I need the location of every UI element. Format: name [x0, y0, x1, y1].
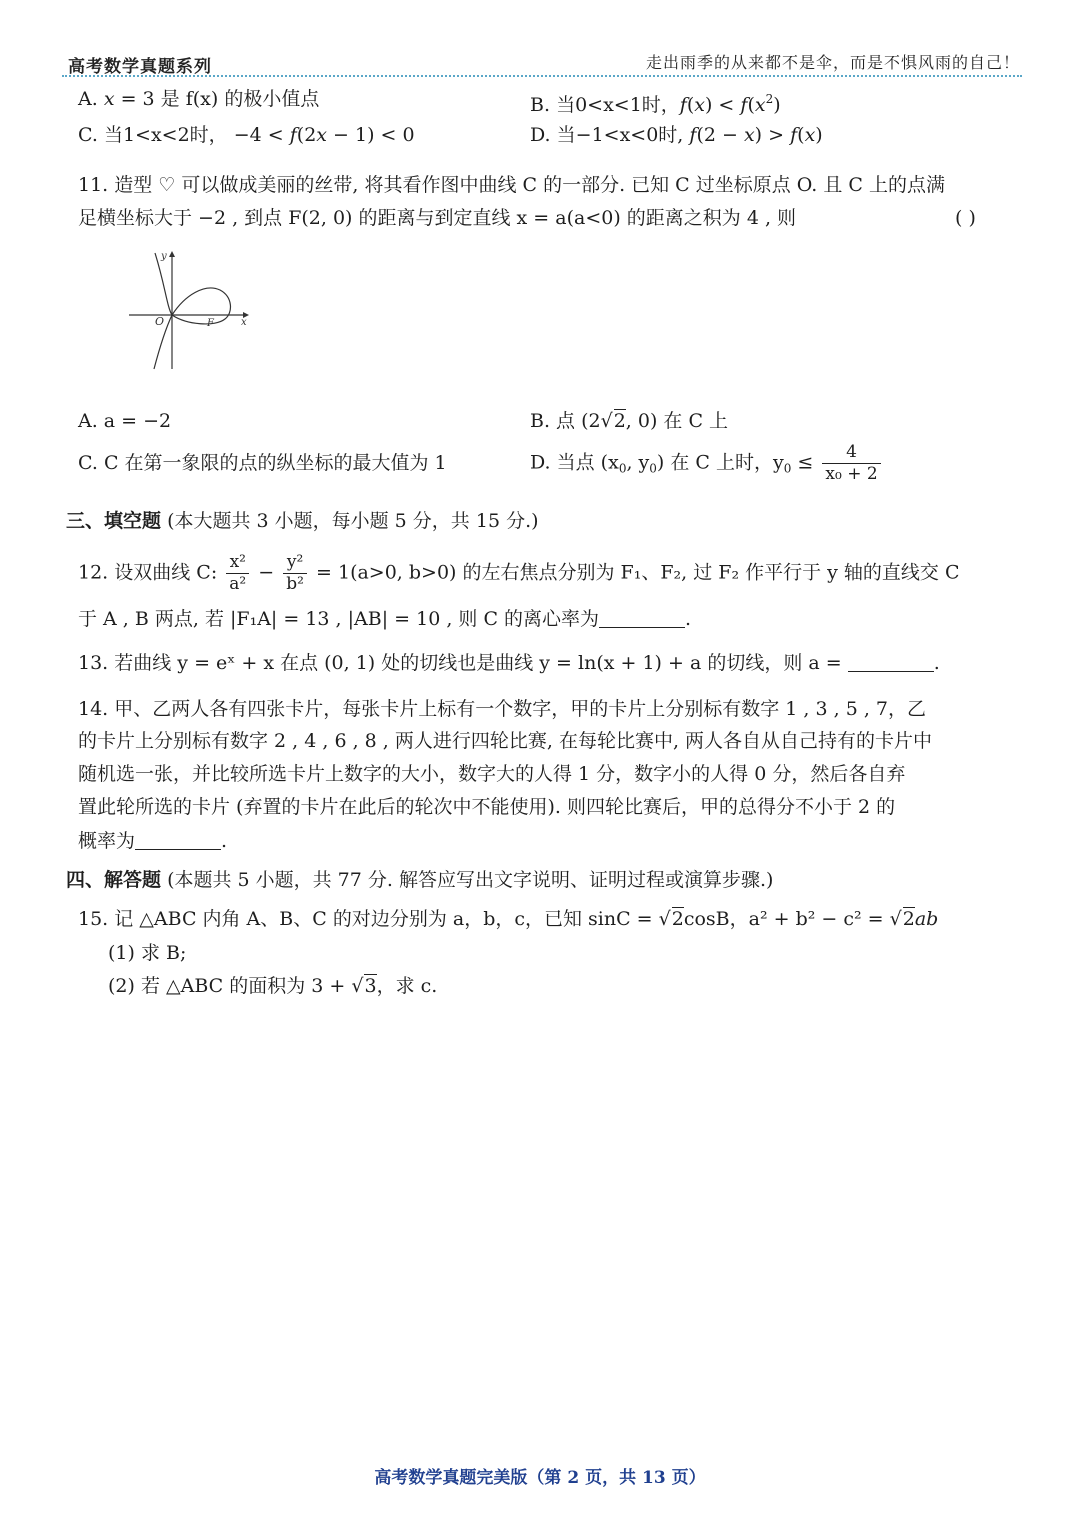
q12-stem-line2: 于 A , B 两点, 若 |F₁A| = 13 , |AB| = 10 , 则 C 的离心率为 . [78, 608, 692, 630]
q10-option-d: D. 当−1<x<0时, f(2 − x) > f(x) [530, 124, 823, 146]
y-axis-arrow [169, 251, 175, 257]
q11-option-c: C. C 在第一象限的点的纵坐标的最大值为 1 [78, 452, 447, 474]
axis-label-y: y [161, 251, 167, 262]
q10-option-c: C. 当1<x<2时， −4 < f(2x − 1) < 0 [78, 124, 415, 146]
focus-label: F [207, 318, 214, 329]
q11-option-d: D. 当点 ($x_0$, $y_0$) 在 C 上时，$y_0$ ≤ $\frac{4}{\text{x₀ + 2}}$ [530, 442, 884, 485]
q12-stem-line1: 12. 设双曲线 C: $\frac{\text{x²}}{\text{a²}}$ − $\frac{\text{y²}}{\text{b²}}$ = 1(a>0, b>0) 的左右焦点分别为 F₁、F₂, 过 F₂ 作平行于 y 轴的直线交 C [78, 552, 960, 594]
curve-c [154, 253, 230, 369]
q14-line2: 的卡片上分别标有数字 2 , 4 , 6 , 8 , 两人进行四轮比赛, 在每轮比赛中, 两人各自从自己持有的卡片中 [78, 730, 933, 752]
q11-curve-figure [125, 245, 255, 375]
q11-option-a: A. a = −2 [78, 410, 172, 432]
q14-line3: 随机选一张，并比较所选卡片上数字的大小，数字大的人得 1 分，数字小的人得 0 分，然后各自弃 [78, 763, 906, 785]
q11-option-d-fraction: $\frac{4}{\text{x₀ + 2}}$ [822, 442, 880, 485]
q10-option-a: A. x = 3 是 f(x) 的极小值点 [78, 88, 320, 110]
header-slogan: 走出雨季的从来都不是伞，而是不惧风雨的自己！ [645, 53, 1020, 72]
header-divider [62, 75, 1022, 77]
q13-answer-blank[interactable] [848, 653, 934, 672]
section4-heading: 四、解答题 (本题共 5 小题，共 77 分. 解答应写出文字说明、证明过程或演算步骤.) [66, 869, 774, 891]
q12-fraction-y: $\frac{\text{y²}}{\text{b²}}$ [283, 552, 307, 595]
q12-answer-blank[interactable] [599, 609, 685, 628]
q11-stem-line2: 足横坐标大于 −2 , 到点 F(2, 0) 的距离与到定直线 x = a(a<0) 的距离之积为 4 , 则 [78, 207, 797, 229]
section3-heading: 三、填空题 (本大题共 3 小题，每小题 5 分，共 15 分.) [66, 510, 539, 532]
q15-part1: (1) 求 B; [108, 942, 187, 964]
q11-answer-paren: ( ) [955, 207, 976, 229]
q15-part2: (2) 若 △ABC 的面积为 3 + √3，求 c. [108, 975, 438, 997]
q14-answer-blank[interactable] [135, 831, 221, 850]
q15-stem: 15. 记 △ABC 内角 A、B、C 的对边分别为 a，b，c，已知 sinC = √2cosB，a² + b² − c² = √2ab [78, 908, 939, 930]
q14-line5: 概率为 . [78, 830, 228, 852]
q12-fraction-x: $\frac{\text{x²}}{\text{a²}}$ [226, 552, 249, 595]
axis-label-x: x [241, 317, 247, 328]
series-title: 高考数学真题系列 [68, 57, 212, 77]
origin-label: O [155, 315, 165, 328]
q14-line4: 置此轮所选的卡片 (弃置的卡片在此后的轮次中不能使用). 则四轮比赛后，甲的总得分不小于 2 的 [78, 796, 896, 818]
q11-stem-line1: 11. 造型 ♡ 可以做成美丽的丝带, 将其看作图中曲线 C 的一部分. 已知 C 过坐标原点 O. 且 C 上的点满 [78, 174, 945, 196]
page-footer: 高考数学真题完美版（第 2 页，共 13 页） [374, 1468, 706, 1488]
q13-stem: 13. 若曲线 y = eˣ + x 在点 (0, 1) 处的切线也是曲线 y = ln(x + 1) + a 的切线，则 a = . [78, 652, 940, 674]
q11-option-b: B. 点 (2√2, 0) 在 C 上 [530, 410, 729, 432]
q14-line1: 14. 甲、乙两人各有四张卡片，每张卡片上标有一个数字，甲的卡片上分别标有数字 1 , 3 , 5 , 7，乙 [78, 698, 927, 720]
q10-option-b: B. 当0<x<1时，$f(x) < f(x^2)$ [530, 92, 781, 116]
